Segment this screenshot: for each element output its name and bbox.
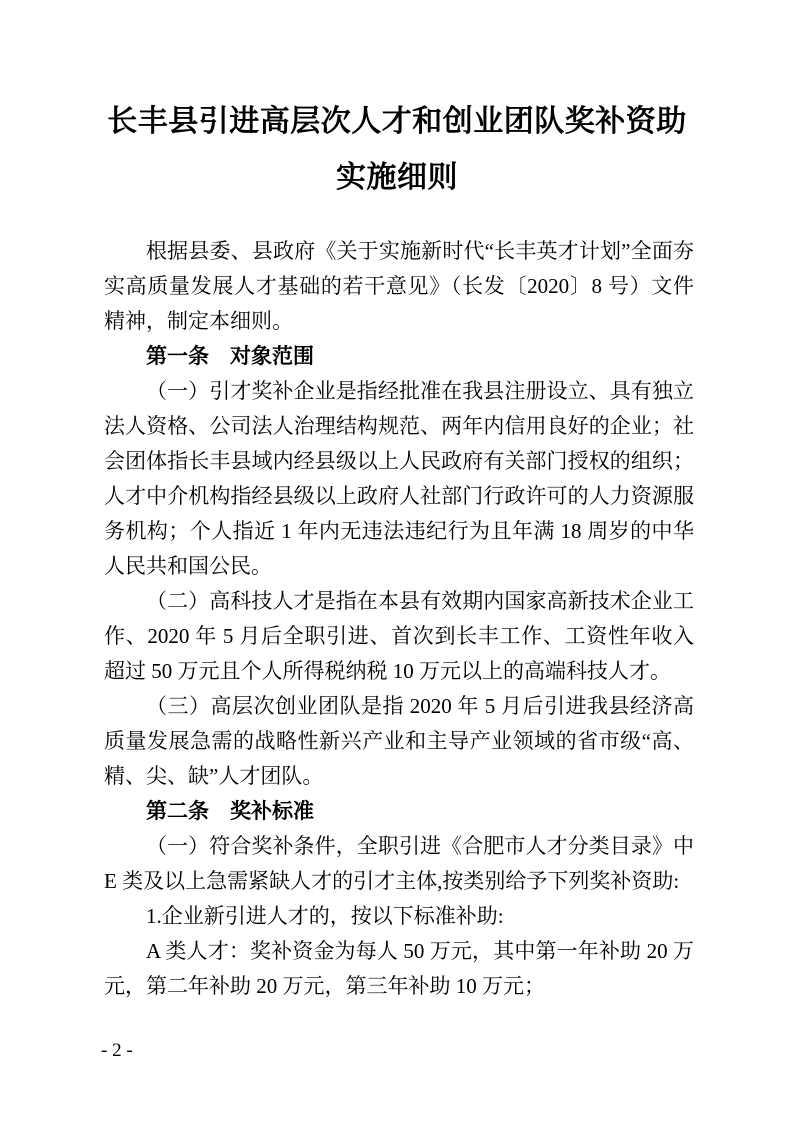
title-line-2: 实施细则 — [336, 161, 458, 194]
paragraph: 1.企业新引进人才的，按以下标准补助: — [146, 904, 504, 928]
document-body — [104, 234, 694, 1004]
paragraph: 根据县委、县政府《关于实施新时代“长丰英才计划”全面夯实高质量发展人才基础的若干意见》（长发〔2020〕8 号）文件精神，制定本细则。 — [104, 239, 694, 333]
paragraph: （二）高科技人才是指在本县有效期内国家高新技术企业工作、2020 年 5 月后全职引进、首次到长丰工作、工资性年收入超过 50 万元且个人所得税纳税 10 万元以上的高端科技人才。 — [104, 589, 694, 683]
paragraph: A 类人才：奖补资金为每人 50 万元，其中第一年补助 20 万元，第二年补助 20 万元，第三年补助 10 万元； — [104, 939, 694, 998]
paragraph: （一）引才奖补企业是指经批准在我县注册设立、具有独立法人资格、公司法人治理结构规范、两年内信用良好的企业；社会团体指长丰县域内经县级以上人民政府有关部门授权的组织；人才中介机构指经县级以上政府人社部门行政许可的人力资源服务机构；个人指近 1 年内无违法违纪行为且年满 18 周岁的中华人民共和国公民。 — [104, 379, 694, 578]
document-title — [0, 94, 794, 206]
page-number: - 2 - — [101, 1040, 133, 1061]
paragraph: （一）符合奖补条件，全职引进《合肥市人才分类目录》中 E 类及以上急需紧缺人才的引才主体,按类别给予下列奖补资助: — [104, 834, 694, 893]
section-heading: 第一条 对象范围 — [146, 345, 314, 368]
paragraph: （三）高层次创业团队是指 2020 年 5 月后引进我县经济高质量发展急需的战略性新兴产业和主导产业领域的省市级“高、精、尖、缺”人才团队。 — [104, 694, 694, 788]
section-heading: 第二条 奖补标准 — [146, 800, 314, 823]
title-line-1: 长丰县引进高层次人才和创业团队奖补资助 — [107, 105, 687, 138]
